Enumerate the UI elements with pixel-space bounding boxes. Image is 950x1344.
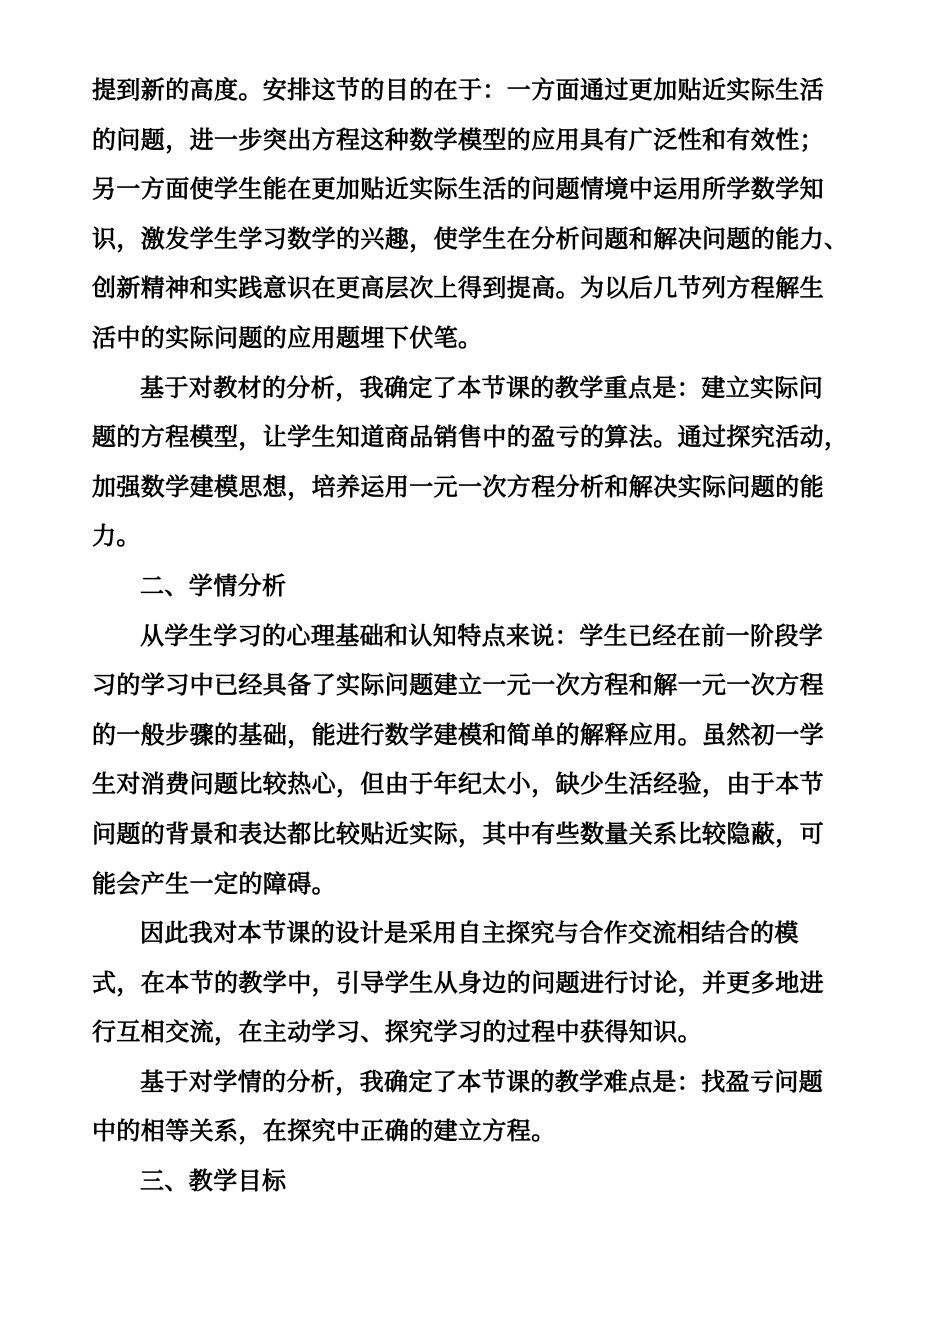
text-line: 另一方面使学生能在更加贴近实际生活的问题情境中运用所学数学知 bbox=[92, 175, 824, 204]
text-line: 的一般步骤的基础，能进行数学建模和简单的解释应用。虽然初一学 bbox=[92, 720, 824, 749]
text-line: 活中的实际问题的应用题埋下伏笔。 bbox=[92, 323, 483, 352]
paragraph-start-line: 基于对教材的分析，我确定了本节课的教学重点是：建立实际问 bbox=[140, 373, 824, 402]
text-line: 题的方程模型，让学生知道商品销售中的盈亏的算法。通过探究活动， bbox=[92, 423, 849, 452]
text-line: 生对消费问题比较热心，但由于年纪太小，缺少生活经验，由于本节 bbox=[92, 770, 824, 799]
paragraph-start-line: 基于对学情的分析，我确定了本节课的教学难点是：找盈亏问题 bbox=[140, 1067, 824, 1096]
paragraph-start-line: 因此我对本节课的设计是采用自主探究与合作交流相结合的模 bbox=[140, 919, 799, 948]
text-line: 提到新的高度。安排这节的目的在于：一方面通过更加贴近实际生活 bbox=[92, 76, 824, 104]
text-line: 的问题，进一步突出方程这种数学模型的应用具有广泛性和有效性； bbox=[92, 125, 824, 154]
text-line: 加强数学建模思想，培养运用一元一次方程分析和解决实际问题的能 bbox=[92, 472, 824, 501]
section-heading: 二、学情分析 bbox=[140, 571, 287, 600]
text-line: 中的相等关系，在探究中正确的建立方程。 bbox=[92, 1117, 556, 1146]
text-line: 行互相交流，在主动学习、探究学习的过程中获得知识。 bbox=[92, 1018, 702, 1047]
document-body bbox=[92, 66, 872, 1207]
text-line: 习的学习中已经具备了实际问题建立一元一次方程和解一元一次方程 bbox=[92, 671, 824, 700]
text-line: 式，在本节的教学中，引导学生从身边的问题进行讨论，并更多地进 bbox=[92, 968, 824, 997]
paragraph-start-line: 从学生学习的心理基础和认知特点来说：学生已经在前一阶段学 bbox=[140, 621, 824, 650]
text-line: 识，激发学生学习数学的兴趣，使学生在分析问题和解决问题的能力、 bbox=[92, 224, 849, 253]
text-line: 能会产生一定的障碍。 bbox=[92, 869, 336, 898]
text-line: 力。 bbox=[92, 522, 141, 551]
text-line: 创新精神和实践意识在更高层次上得到提高。为以后几节列方程解生 bbox=[92, 274, 824, 303]
text-line: 问题的背景和表达都比较贴近实际，其中有些数量关系比较隐蔽，可 bbox=[92, 819, 824, 848]
section-heading: 三、教学目标 bbox=[140, 1167, 287, 1196]
